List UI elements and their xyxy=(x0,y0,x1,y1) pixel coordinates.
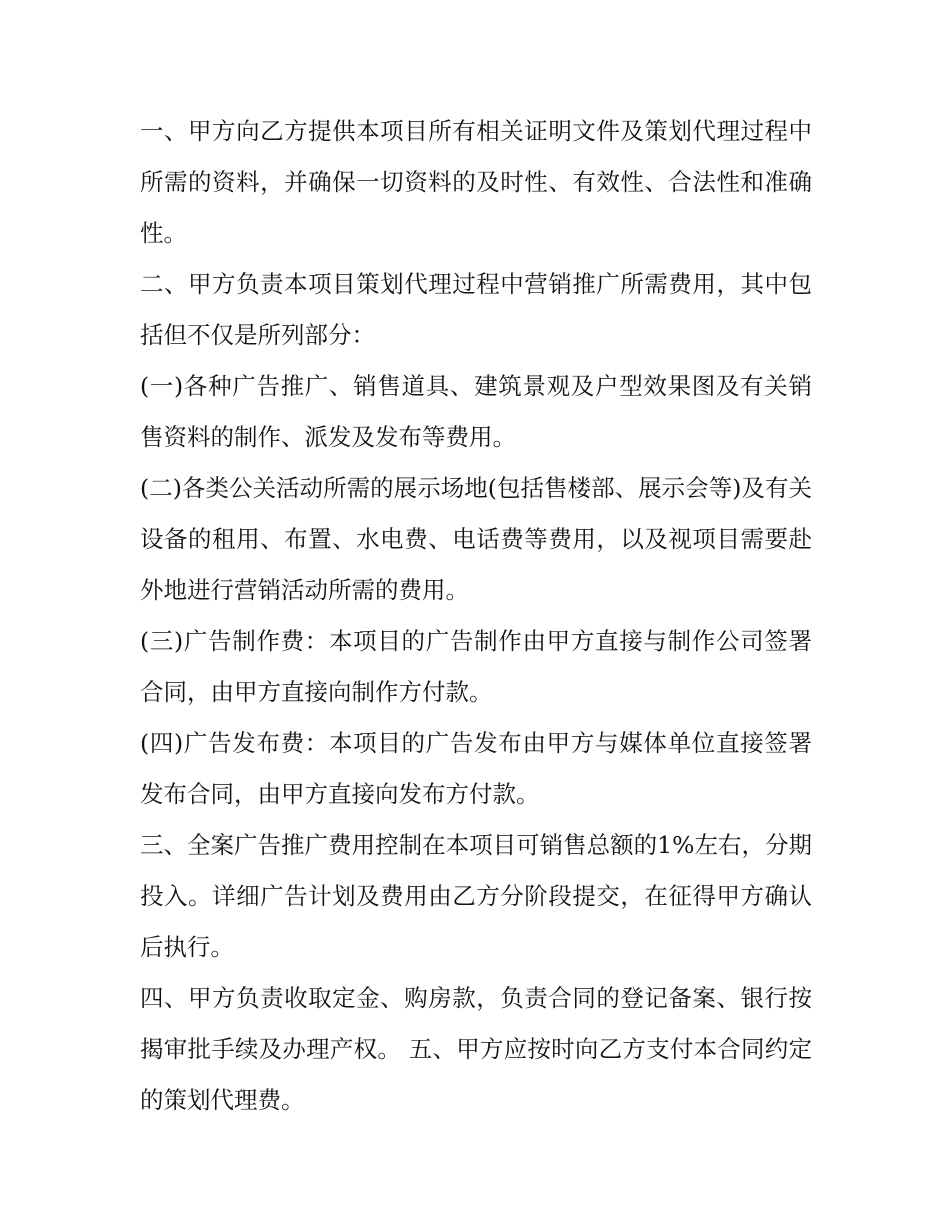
paragraph-item-2: (二)各类公关活动所需的展示场地(包括售楼部、展示会等)及有关设备的租用、布置、水电费、电话费等费用，以及视项目需要赴外地进行营销活动所需的费用。 xyxy=(140,474,812,604)
paragraph-item-4: (四)广告发布费：本项目的广告发布由甲方与媒体单位直接签署发布合同，由甲方直接向发布方付款。 xyxy=(140,729,812,808)
document-body xyxy=(140,106,812,1126)
paragraph-clause-3: 三、全案广告推广费用控制在本项目可销售总额的1%左右，分期投入。详细广告计划及费用由乙方分阶段提交，在征得甲方确认后执行。 xyxy=(140,831,812,961)
paragraph-item-3: (三)广告制作费：本项目的广告制作由甲方直接与制作公司签署合同，由甲方直接向制作方付款。 xyxy=(140,627,812,706)
paragraph-clause-2: 二、甲方负责本项目策划代理过程中营销推广所需费用，其中包括但不仅是所列部分： xyxy=(140,270,812,349)
paragraph-clause-1: 一、甲方向乙方提供本项目所有相关证明文件及策划代理过程中所需的资料，并确保一切资料的及时性、有效性、合法性和准确性。 xyxy=(140,117,812,247)
paragraph-clause-4-5: 四、甲方负责收取定金、购房款，负责合同的登记备案、银行按揭审批手续及办理产权。 五、甲方应按时向乙方支付本合同约定的策划代理费。 xyxy=(140,984,812,1114)
paragraph-item-1: (一)各种广告推广、销售道具、建筑景观及户型效果图及有关销售资料的制作、派发及发布等费用。 xyxy=(140,372,812,451)
